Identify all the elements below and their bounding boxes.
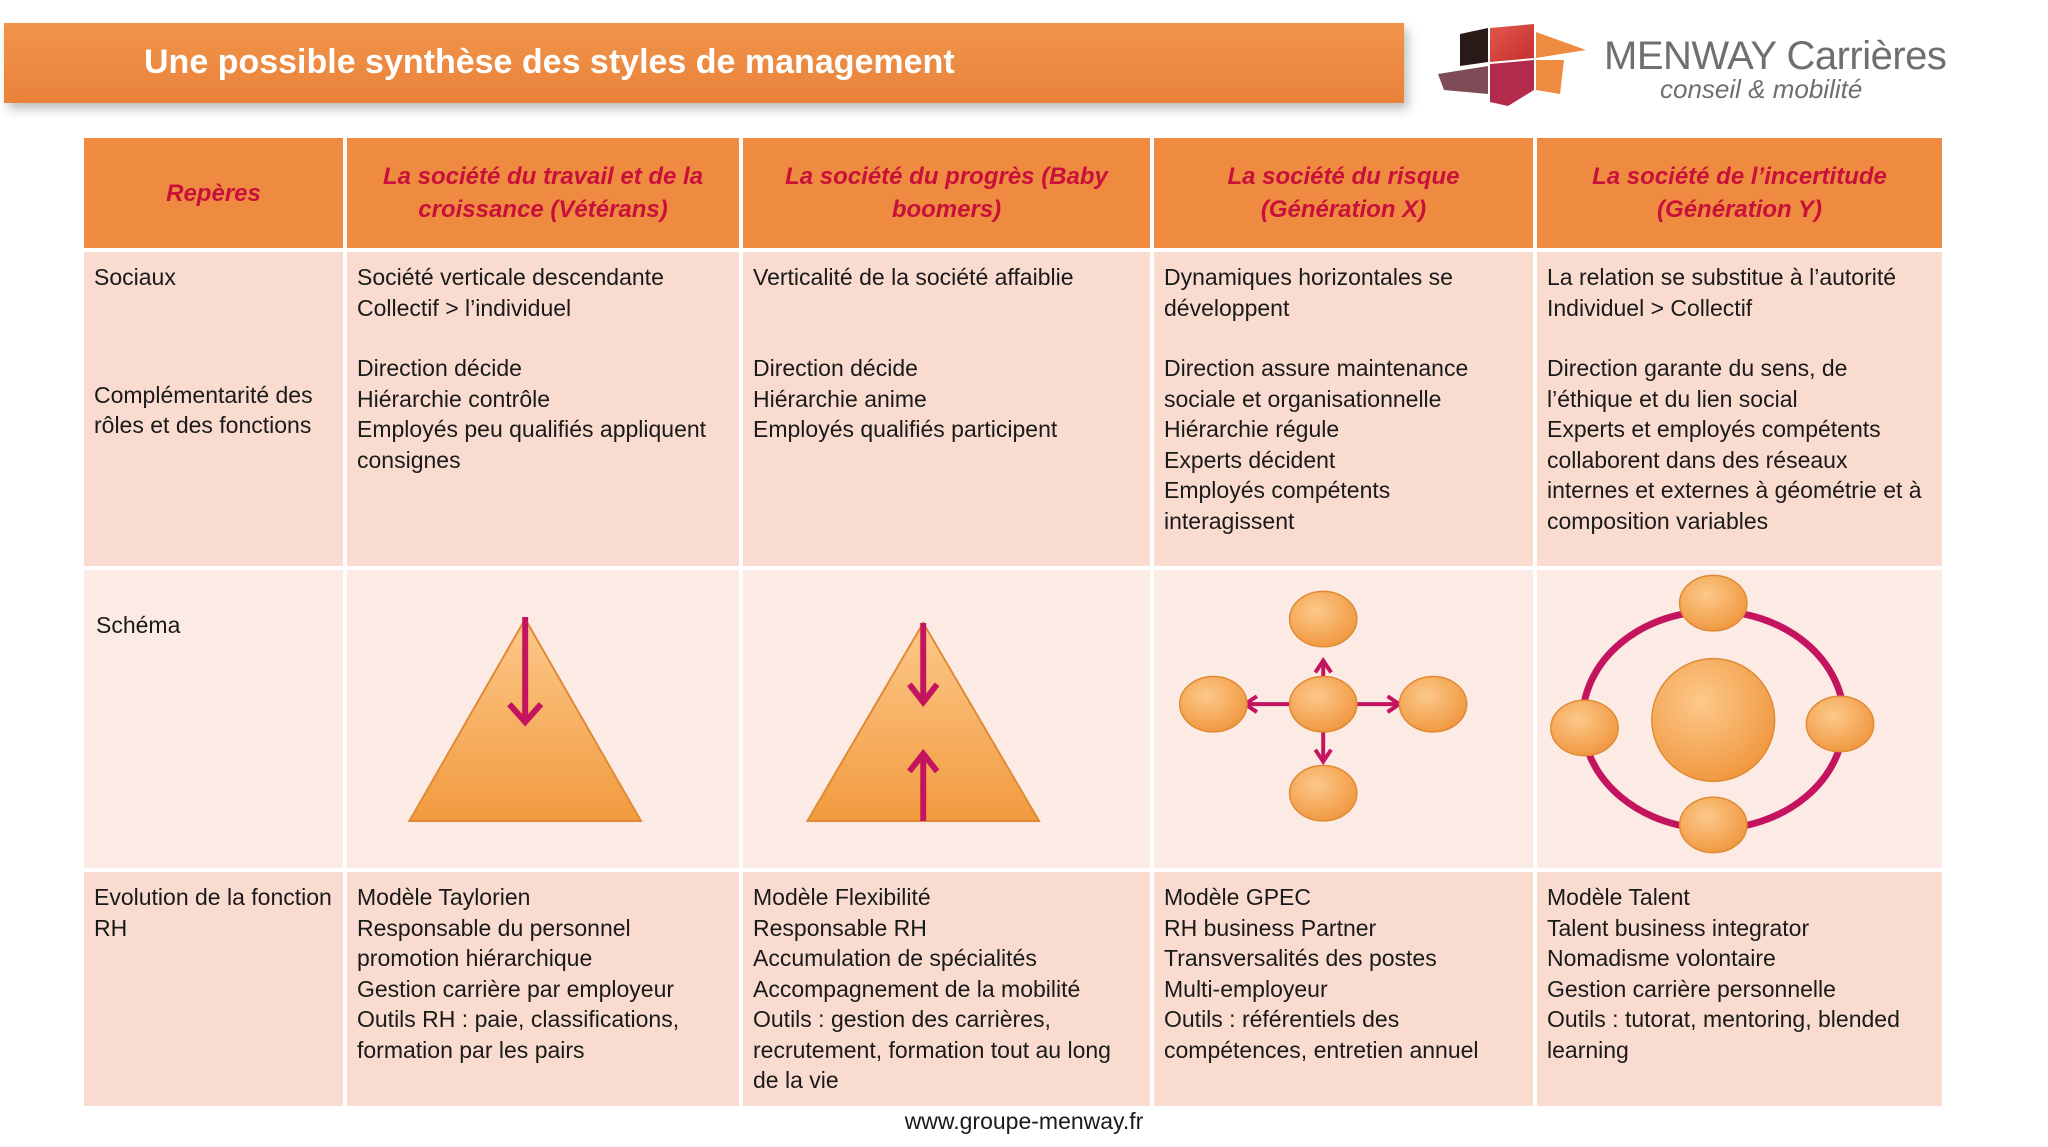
line: Responsable du personnel promotion hiérarchique — [357, 914, 631, 971]
line: Accumulation de spécialités — [753, 945, 1037, 971]
cell-rh-generation-y — [1535, 870, 1944, 1108]
management-styles-table — [80, 134, 1946, 1110]
triangle-two-arrows-icon — [743, 570, 1150, 868]
footer-url: www.groupe-menway.fr — [904, 1108, 1144, 1134]
cell-sociaux-generation-y — [1535, 250, 1944, 568]
schema-generation-x — [1152, 568, 1535, 870]
header-veterans: La société du travail et de la croissance (Vétérans) — [345, 136, 741, 250]
line: Hiérarchie contrôle — [357, 385, 551, 412]
title-bar — [4, 23, 1404, 103]
line: Dynamiques horizontales se développent — [1164, 264, 1453, 321]
logo-mark-icon — [1438, 24, 1588, 108]
header-reperes: Repères — [82, 136, 345, 250]
line: Modèle Flexibilité — [753, 884, 931, 910]
line: Outils : gestion des carrières, recrutement, formation tout au long de la vie — [753, 1006, 1111, 1093]
label-evolution-rh: Evolution de la fonction RH — [94, 884, 332, 941]
line: Outils RH : paie, classifications, formation par les pairs — [357, 1006, 680, 1063]
line: Direction assure maintenance sociale et organisationnelle — [1164, 355, 1469, 412]
label-sociaux: Sociaux — [94, 264, 176, 290]
line: Individuel > Collectif — [1547, 294, 1753, 321]
line: Gestion carrière personnelle — [1547, 975, 1836, 1002]
schema-veterans — [345, 568, 741, 870]
circle-network-icon — [1537, 570, 1942, 868]
line: Experts décident — [1164, 446, 1336, 473]
line: Responsable RH — [753, 914, 927, 941]
line: Outils : référentiels des compétences, entretien annuel — [1164, 1006, 1479, 1063]
line: Multi-employeur — [1164, 975, 1328, 1002]
header-baby-boomers: La société du progrès (Baby boomers) — [741, 136, 1152, 250]
label-complementarite: Complémentarité des rôles et des fonctions — [94, 381, 313, 438]
schema-baby-boomers — [741, 568, 1152, 870]
line: Direction décide — [753, 355, 918, 381]
row-label-schema — [82, 568, 345, 870]
line: Gestion carrière par employeur — [357, 975, 675, 1002]
row-evolution-rh — [82, 870, 1944, 1108]
row-schema — [82, 568, 1944, 870]
row-label-sociaux — [82, 250, 345, 568]
cell-sociaux-veterans — [345, 250, 741, 568]
line: Direction décide — [357, 355, 522, 381]
line: Hiérarchie régule — [1164, 416, 1340, 442]
line: Employés compétents interagissent — [1164, 477, 1391, 534]
logo-name: MENWAY Carrières — [1604, 34, 1947, 78]
line: Talent business integrator — [1547, 914, 1810, 941]
company-logo — [1438, 24, 1998, 114]
cell-rh-baby-boomers — [741, 870, 1152, 1108]
logo-tagline: conseil & mobilité — [1660, 74, 1863, 104]
row-sociaux — [82, 250, 1944, 568]
line: Outils : tutorat, mentoring, blended learning — [1547, 1006, 1900, 1063]
row-label-evolution-rh — [82, 870, 345, 1108]
line: Accompagnement de la mobilité — [753, 975, 1081, 1002]
line: Employés peu qualifiés appliquent consignes — [357, 416, 707, 473]
header-generation-y: La société de l’incertitude (Génération Y) — [1535, 136, 1944, 250]
line: Modèle Talent — [1547, 884, 1690, 910]
line: Nomadisme volontaire — [1547, 945, 1776, 971]
line: Société verticale descendante — [357, 264, 664, 290]
page-title: Une possible synthèse des styles de management — [144, 43, 955, 81]
line: RH business Partner — [1164, 914, 1377, 941]
label-schema: Schéma — [96, 612, 181, 638]
line: Modèle Taylorien — [357, 884, 531, 910]
line: Transversalités des postes — [1164, 945, 1437, 971]
schema-generation-y — [1535, 568, 1944, 870]
header-row — [82, 136, 1944, 250]
line: Experts et employés compétents collaborent dans des réseaux internes et externes à géométrie et à composition variables — [1547, 416, 1922, 534]
line: Collectif > l’individuel — [357, 294, 572, 321]
cell-rh-veterans — [345, 870, 741, 1108]
line: Employés qualifiés participent — [753, 416, 1058, 442]
cross-network-icon — [1154, 570, 1533, 868]
triangle-down-arrow-icon — [347, 570, 739, 868]
header-generation-x: La société du risque (Génération X) — [1152, 136, 1535, 250]
line: Modèle GPEC — [1164, 884, 1312, 910]
cell-rh-generation-x — [1152, 870, 1535, 1108]
cell-sociaux-generation-x — [1152, 250, 1535, 568]
cell-sociaux-baby-boomers — [741, 250, 1152, 568]
line: Direction garante du sens, de l’éthique et du lien social — [1547, 355, 1848, 412]
line: Verticalité de la société affaiblie — [753, 264, 1074, 290]
line: La relation se substitue à l’autorité — [1547, 264, 1897, 290]
line: Hiérarchie anime — [753, 385, 927, 412]
